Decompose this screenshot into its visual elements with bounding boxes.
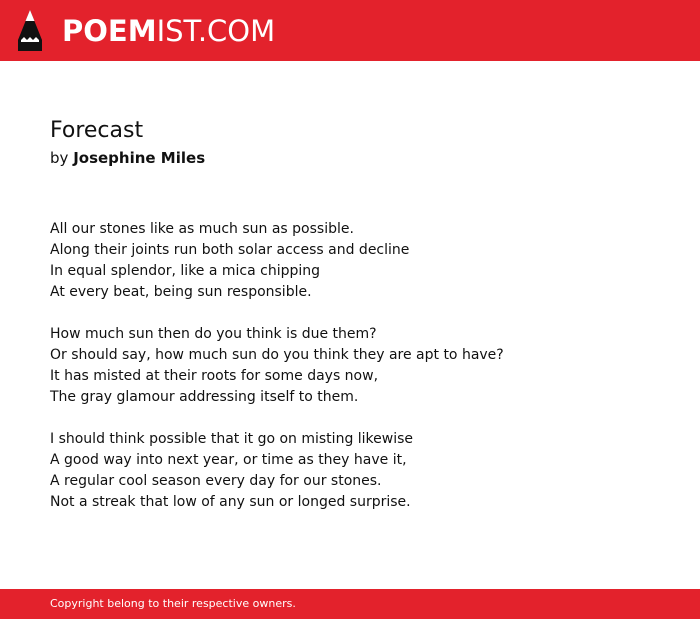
poem-line: How much sun then do you think is due them?: [50, 326, 377, 342]
poem-line: A regular cool season every day for our stones.: [50, 473, 382, 489]
poem-line: Along their joints run both solar access and decline: [50, 242, 410, 258]
author-name: Josephine Miles: [73, 149, 206, 167]
site-logo-text[interactable]: [62, 13, 275, 49]
poem-line: Not a streak that low of any sun or longed surprise.: [50, 494, 411, 510]
poem-title: Forecast: [50, 118, 144, 143]
poem-line: I should think possible that it go on misting likewise: [50, 431, 414, 447]
poem-line: At every beat, being sun responsible.: [50, 284, 312, 300]
copyright-notice: Copyright belong to their respective owners.: [50, 597, 296, 610]
poem-line: Or should say, how much sun do you think they are apt to have?: [50, 347, 504, 363]
pencil-tip-icon[interactable]: [18, 10, 42, 51]
brand-bold: POEM: [62, 14, 157, 48]
poem-body: [50, 219, 670, 534]
stanza: [50, 324, 670, 408]
stanza: [50, 429, 670, 513]
poem-line: In equal splendor, like a mica chipping: [50, 263, 321, 279]
poem-line: All our stones like as much sun as possible.: [50, 221, 354, 237]
site-header: [0, 0, 700, 61]
poem-line: It has misted at their roots for some days now,: [50, 368, 379, 384]
poem-line: The gray glamour addressing itself to them.: [50, 389, 359, 405]
site-footer: [0, 589, 700, 619]
byline: [50, 147, 650, 169]
brand-light: IST.COM: [156, 14, 276, 48]
poem-heading: [50, 117, 650, 169]
poem-line: A good way into next year, or time as they have it,: [50, 452, 407, 468]
byline-prefix: by: [50, 149, 69, 167]
stanza: [50, 219, 670, 303]
